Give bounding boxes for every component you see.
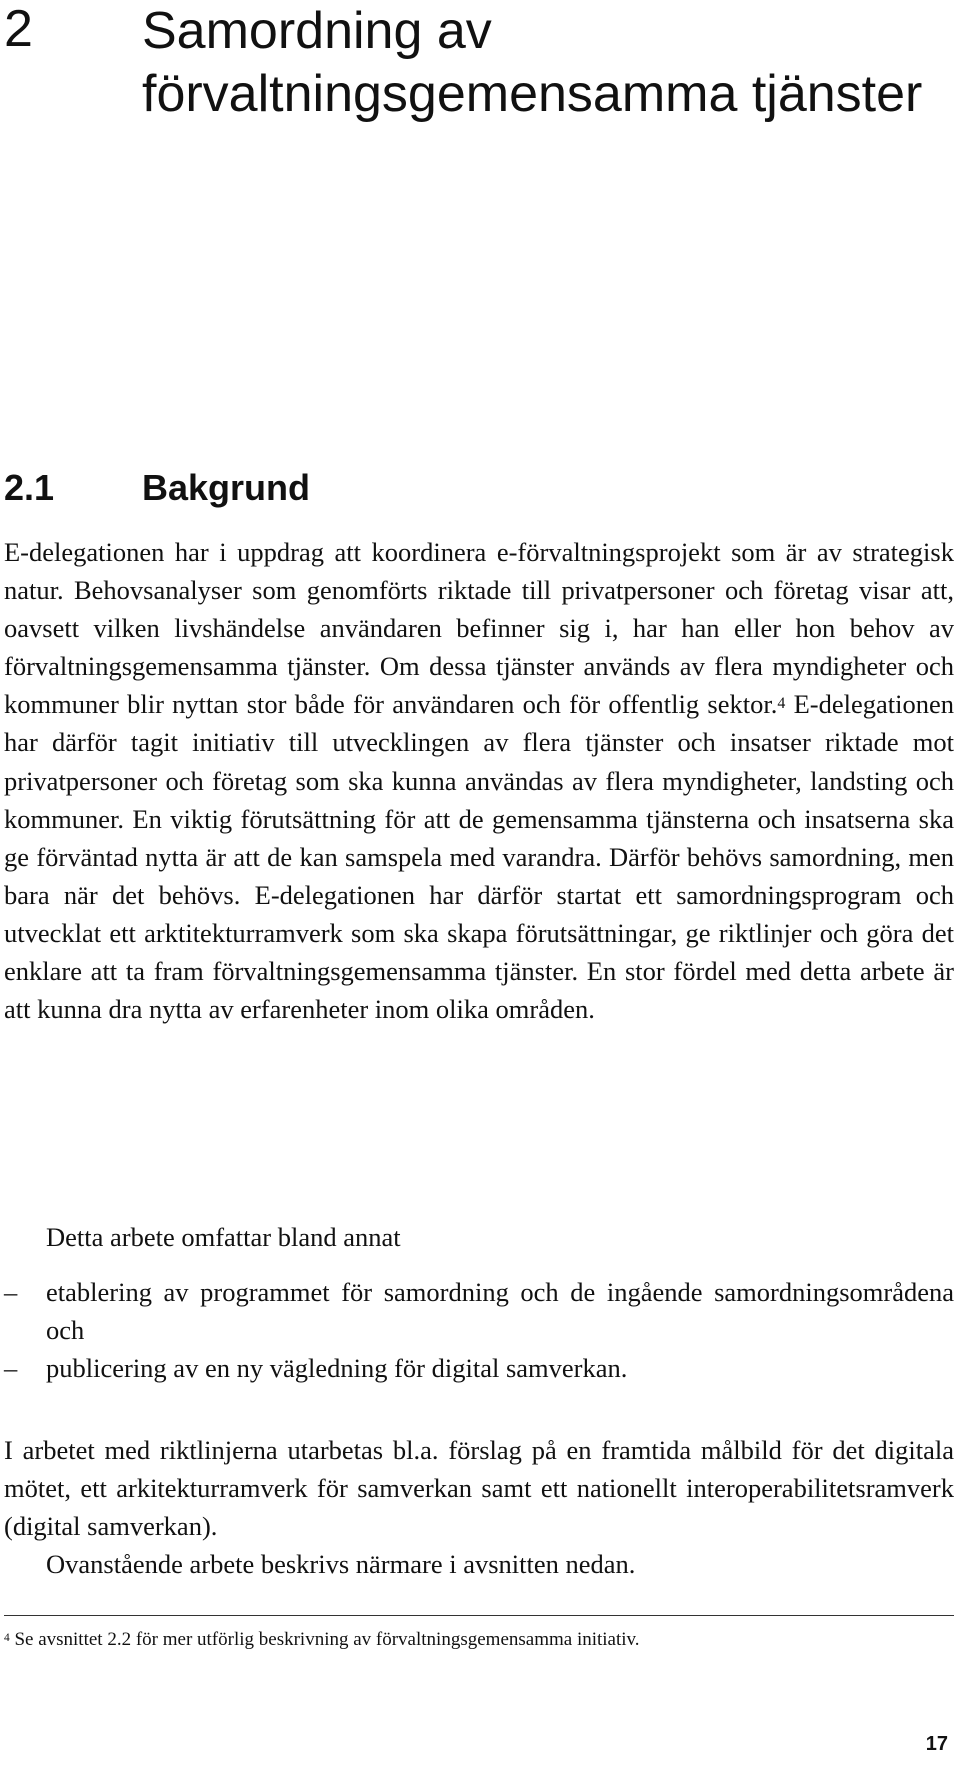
list-item [4,1273,954,1349]
paragraph-text: E-delegationen har i uppdrag att koordinera e-förvaltningsprojekt som är av strategisk natur. Behovsanalyser som genomförts riktade till privatpersoner och företag visar att, oavsett vilken livshändelse användaren befinner sig i, har han eller hon behov av förvaltningsgemensamma tjänster. Om dessa tjänster används av flera myndigheter och kommuner blir nyttan stor både för användaren och för offentlig sektor. [4,537,954,720]
list-item-text: publicering av en ny vägledning för digital samverkan. [46,1353,628,1384]
footnote-reference[interactable]: 4 [777,694,786,712]
section-title: Bakgrund [142,467,311,508]
body-paragraph-2: Detta arbete omfattar bland annat [46,1222,401,1252]
page-number: 17 [925,1733,948,1755]
body-paragraph-4: Ovanstående arbete beskrivs närmare i avsnitten nedan. [46,1549,636,1579]
chapter-number: 2 [4,0,33,58]
body-paragraph-3: I arbetet med riktlinjerna utarbetas bl.a. förslag på en framtida målbild för det digitala mötet, ett arkitekturramverk för samverkan samt ett nationellt interoperabilitetsramverk (digital samverkan). [4,1435,954,1542]
footnote-text: Se avsnittet 2.2 för mer utförlig beskrivning av förvaltningsgemensamma initiativ. [9,1629,640,1650]
dash-bullet: – [4,1277,18,1307]
dash-bullet: – [4,1353,18,1384]
body-paragraph-1 [4,533,954,1028]
footnote-number: 4 [4,1632,10,1645]
footnote [4,1627,954,1653]
section-number: 2.1 [4,467,55,508]
bullet-list [4,1273,954,1387]
chapter-title: Samordning av förvaltningsgemensamma tjänster [142,2,923,123]
list-item [4,1349,954,1387]
list-item-text: etablering av programmet för samordning och de ingående samordningsområdena och [46,1277,954,1346]
footnote-divider [4,1615,954,1616]
paragraph-text: E-delegationen har därför tagit initiativ till utvecklingen av flera tjänster och insatser riktade mot privatpersoner och företag som ska kunna användas av flera myndigheter, landsting och kommuner. En viktig förutsättning för att de gemensamma tjänsterna och insatserna ska ge förväntad nytta är att de kan samspela med varandra. Därför behövs samordning, men bara när det behövs. E-delegationen har därför startat ett samordningsprogram och utvecklat ett arktitekturramverk som ska skapa förutsättningar, ge riktlinjer och göra det enklare att ta fram förvaltningsgemensamma tjänster. En stor fördel med detta arbete är att kunna dra nytta av erfarenheter inom olika områden. [4,689,954,1025]
